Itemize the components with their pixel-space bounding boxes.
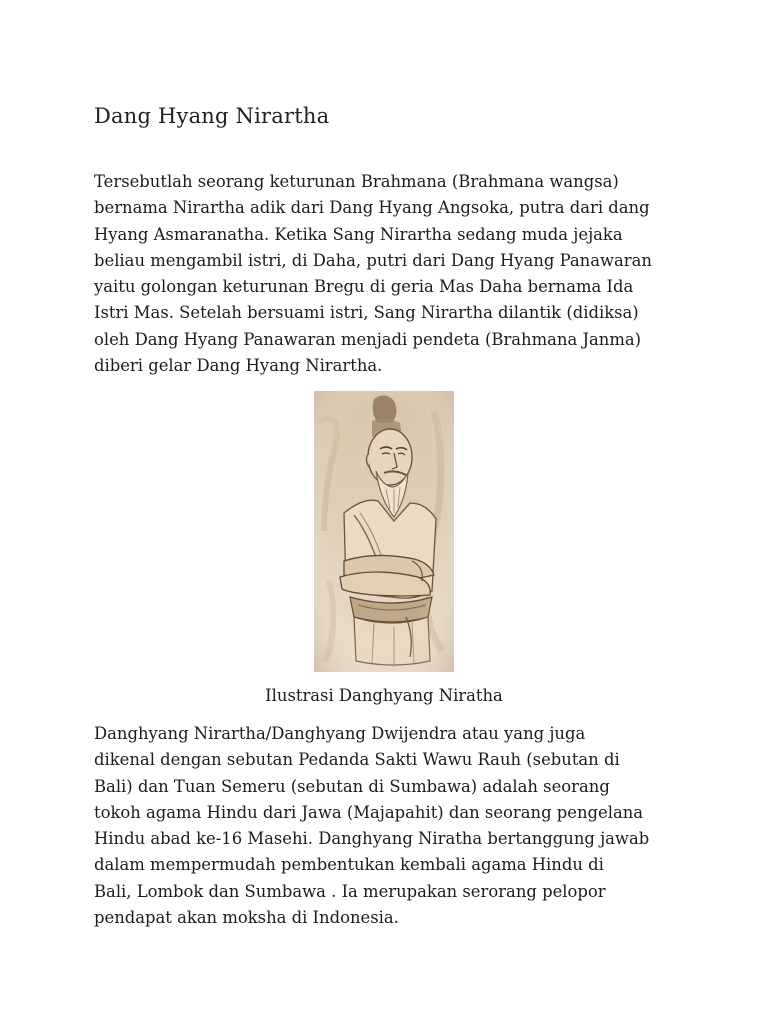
portrait-illustration bbox=[314, 391, 454, 672]
paragraph-line: Hindu abad ke-16 Masehi. Danghyang Niratha bertanggung jawab bbox=[94, 829, 650, 849]
paragraph-line: oleh Dang Hyang Panawaran menjadi pendeta (Brahmana Janma) bbox=[94, 329, 642, 349]
paragraph-line: Hyang Asmaranatha. Ketika Sang Nirartha sedang muda jejaka bbox=[94, 224, 623, 244]
paragraph-line: Bali) dan Tuan Semeru (sebutan di Sumbawa) adalah seorang bbox=[94, 776, 610, 796]
paragraph-line: beliau mengambil istri, di Daha, putri dari Dang Hyang Panawaran bbox=[94, 250, 652, 270]
paragraph-line: Tersebutlah seorang keturunan Brahmana (Brahmana wangsa) bbox=[94, 172, 619, 191]
paragraph-line: pendapat akan moksha di Indonesia. bbox=[94, 908, 399, 928]
paragraph-line: dikenal dengan sebutan Pedanda Sakti Wawu Rauh (sebutan di bbox=[94, 750, 620, 770]
figure-caption: Ilustrasi Danghyang Niratha bbox=[265, 686, 503, 705]
page-title: Dang Hyang Nirartha bbox=[94, 104, 330, 128]
paragraph-line: diberi gelar Dang Hyang Nirartha. bbox=[94, 356, 383, 376]
paragraph-line: yaitu golongan keturunan Bregu di geria Mas Daha bernama Ida bbox=[94, 277, 634, 297]
paragraph-line: dalam mempermudah pembentukan kembali agama Hindu di bbox=[94, 855, 604, 875]
portrait-drawing bbox=[314, 391, 454, 672]
paragraph-line: bernama Nirartha adik dari Dang Hyang Angsoka, putra dari dang bbox=[94, 198, 650, 218]
body-paragraph bbox=[94, 721, 694, 931]
paragraph-line: tokoh agama Hindu dari Jawa (Majapahit) dan seorang pengelana bbox=[94, 802, 644, 822]
paragraph-line: Bali, Lombok dan Sumbawa . Ia merupakan serorang pelopor bbox=[94, 881, 606, 901]
paragraph-line: Istri Mas. Setelah bersuami istri, Sang Nirartha dilantik (didiksa) bbox=[94, 303, 639, 323]
intro-paragraph bbox=[94, 169, 694, 379]
paragraph-line: Danghyang Nirartha/Danghyang Dwijendra atau yang juga bbox=[94, 724, 586, 743]
